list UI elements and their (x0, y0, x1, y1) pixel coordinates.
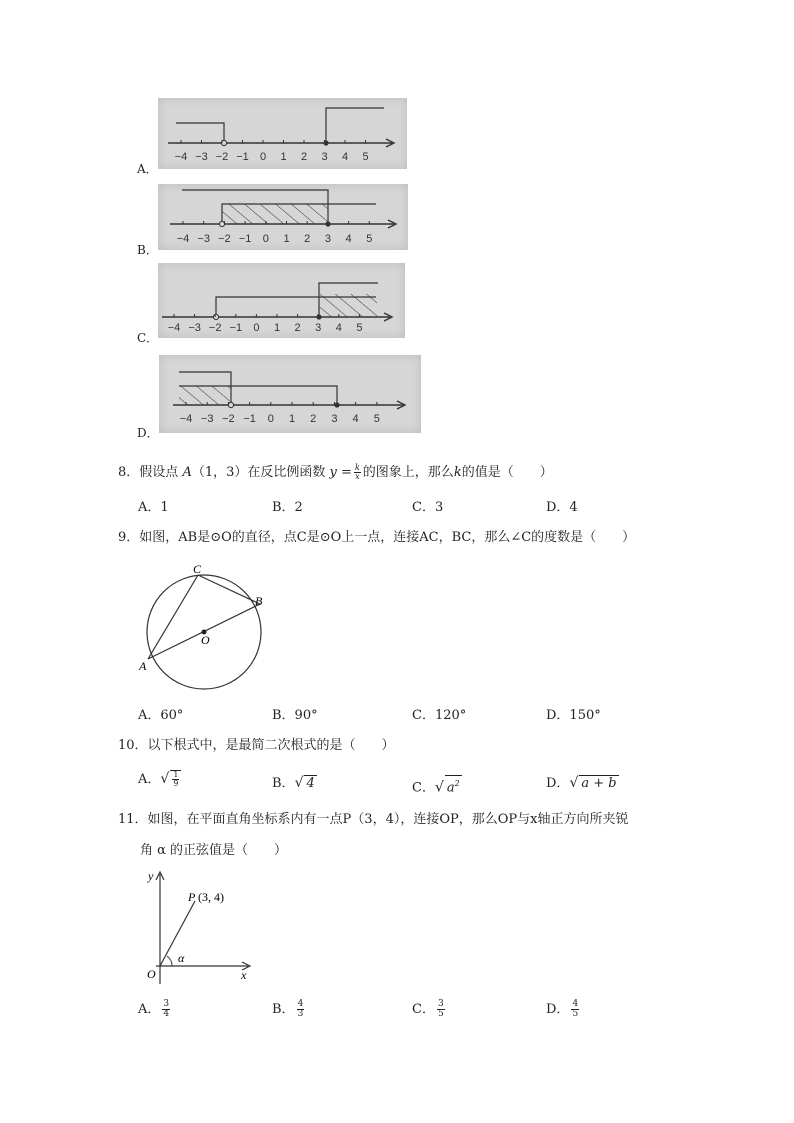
q7-option-b-figure (158, 184, 408, 250)
q8-eq: = (341, 465, 352, 480)
q8-fraction (354, 464, 361, 481)
axis-tick-label: 4 (352, 413, 359, 425)
q11-option-a-den: 4 (163, 1009, 170, 1019)
q8-option-d: D．4 (546, 500, 578, 515)
axis-tick-label: −1 (236, 151, 249, 163)
axis-tick-label: 4 (341, 151, 349, 163)
axis-tick-label: 0 (253, 322, 260, 334)
axis-tick-label: 1 (273, 322, 281, 334)
q9-question (118, 530, 635, 546)
axis-tick-label: −2 (215, 151, 229, 163)
q11-option-d-letter: D． (546, 1002, 570, 1017)
axis-tick-label: 2 (304, 233, 311, 245)
q8-suffix: 的图象上，那么 (362, 465, 454, 480)
axis-tick-label: 5 (366, 233, 373, 245)
q8-coords: （1，3） (191, 465, 248, 480)
q10-option-b-value: 4 (306, 776, 315, 791)
axis-tick-label: 3 (315, 322, 322, 334)
q11-option-a-num: 3 (163, 999, 170, 1009)
q11-option-c-num: 3 (437, 999, 444, 1009)
q9-label-a: A (139, 659, 147, 673)
axis-tick-label: 3 (321, 151, 328, 163)
sqrt-icon: √ (569, 775, 579, 791)
q8-tail: 的值是（ ） (461, 465, 553, 480)
q11-label-alpha: α (178, 951, 185, 965)
q10-option-a (138, 770, 181, 788)
q9-label-o: O (201, 633, 210, 647)
q11-option-b-letter: B． (272, 1002, 295, 1017)
q10-text: 以下根式中，是最简二次根式的是（ ） (147, 738, 395, 753)
axis-tick-label: 5 (356, 322, 363, 334)
axis-tick-label: −4 (179, 413, 193, 425)
q11-option-b (272, 1000, 306, 1019)
axis-tick-label: −4 (167, 322, 181, 334)
axis-tick-label: 2 (300, 151, 308, 163)
q7-option-a-figure (158, 98, 407, 169)
axis-tick-label: 5 (373, 413, 380, 425)
q7-option-c-label: C． (137, 331, 159, 345)
q11-label-coords: (3, 4) (198, 890, 224, 904)
q11-option-c-den: 5 (437, 1009, 444, 1019)
q10-option-c-base: a (446, 780, 455, 796)
q7-option-b-label: B． (137, 243, 158, 257)
q10-question (118, 738, 395, 754)
axis-tick-label: −1 (243, 413, 256, 425)
axis-tick-label: 0 (267, 413, 274, 425)
q11-label-p: P (188, 890, 196, 904)
axis-tick-label: −3 (195, 151, 208, 163)
axis-tick-label: −3 (200, 413, 214, 425)
q7-option-d-label: D． (137, 426, 159, 440)
q11-option-b-den: 3 (297, 1009, 304, 1019)
q8-fraction-num: k (354, 463, 360, 472)
q10-option-c-exp: 2 (454, 779, 460, 788)
sqrt-icon: √ (160, 771, 170, 787)
q11-label-x: x (241, 968, 247, 982)
q11-option-d-den: 5 (572, 1009, 579, 1019)
axis-tick-label: −4 (176, 233, 190, 245)
q11-label-o: O (147, 967, 156, 981)
q8-prefix: 假设点 (139, 465, 179, 480)
q11-option-a (138, 1000, 172, 1019)
q7-option-d-figure (159, 355, 421, 433)
q11-option-c-letter: C． (412, 1002, 435, 1017)
q10-option-d (546, 775, 619, 792)
axis-tick-label: 2 (294, 322, 301, 334)
q8-fraction-den: x (355, 472, 360, 481)
axis-tick-label: 0 (262, 233, 269, 245)
q9-option-a: A．60° (138, 708, 184, 723)
q8-option-a: A．1 (138, 500, 169, 515)
q11-number: 11． (118, 812, 148, 827)
axis-tick-label: 1 (280, 151, 287, 163)
q10-option-a-letter: A． (138, 772, 161, 787)
q11-option-c (412, 1000, 447, 1019)
q11-coordinate-figure (140, 866, 260, 986)
q10-option-d-value: a + b (581, 776, 617, 791)
q8-question (118, 464, 553, 481)
sqrt-icon: √ (294, 775, 304, 791)
q11-option-d (546, 1000, 581, 1019)
q8-point-a: A (182, 465, 192, 480)
q10-option-a-num: 1 (173, 770, 179, 779)
q8-number: 8． (118, 465, 140, 480)
sqrt-icon: √ (434, 779, 444, 796)
axis-tick-label: −3 (188, 322, 201, 334)
axis-tick-label: 3 (324, 233, 331, 245)
axis-tick-label: 4 (345, 233, 352, 245)
axis-tick-label: −2 (222, 413, 235, 425)
axis-tick-label: 3 (331, 413, 338, 425)
q10-option-c-letter: C． (412, 780, 435, 796)
q11-label-y: y (148, 869, 154, 883)
q10-option-d-letter: D． (546, 776, 570, 791)
q10-option-b-letter: B． (272, 776, 295, 791)
axis-tick-label: 5 (362, 151, 369, 163)
q8-y: y (329, 465, 337, 480)
q9-text: 如图，AB是⊙O的直径，点C是⊙O上一点，连接AC，BC，那么∠C的度数是（ ） (139, 530, 636, 545)
q11-option-b-num: 4 (297, 999, 304, 1009)
q9-label-b: B (255, 594, 263, 608)
axis-tick-label: −4 (174, 151, 188, 163)
q10-number: 10． (118, 738, 148, 753)
axis-tick-label: 1 (283, 233, 290, 245)
axis-tick-label: 4 (335, 322, 342, 334)
q8-option-c: C．3 (412, 500, 444, 515)
q9-label-c: C (193, 562, 202, 576)
q8-mid: 在反比例函数 (247, 465, 326, 480)
q10-option-a-den: 9 (173, 779, 179, 788)
axis-tick-label: −2 (218, 233, 231, 245)
q11-line1: 如图，在平面直角坐标系内有一点P（3，4），连接OP，那么OP与x轴正方向所夹锐 (147, 812, 629, 827)
q11-option-a-letter: A． (138, 1002, 161, 1017)
axis-tick-label: 2 (310, 413, 317, 425)
axis-tick-label: −2 (208, 322, 222, 334)
q9-number: 9． (118, 530, 140, 545)
axis-tick-label: −3 (197, 233, 210, 245)
q11-line2: 角 α 的正弦值是（ ） (140, 843, 288, 858)
q10-option-b (272, 775, 317, 792)
axis-tick-label: −1 (229, 322, 243, 334)
q9-option-b: B．90° (272, 708, 318, 723)
axis-tick-label: −1 (238, 233, 252, 245)
q11-option-d-num: 4 (572, 999, 579, 1009)
q8-option-b: B．2 (272, 500, 303, 515)
q10-option-c (412, 775, 462, 796)
axis-tick-label: 1 (288, 413, 296, 425)
axis-tick-label: 0 (259, 151, 267, 163)
q7-option-a-label: A． (137, 162, 158, 176)
q8-k: k (453, 465, 462, 480)
q9-circle-figure (135, 558, 275, 698)
q7-option-c-figure (158, 263, 405, 338)
q9-option-c: C．120° (412, 708, 467, 723)
q9-option-d: D．150° (546, 708, 601, 723)
q11-question-line1 (118, 812, 628, 828)
